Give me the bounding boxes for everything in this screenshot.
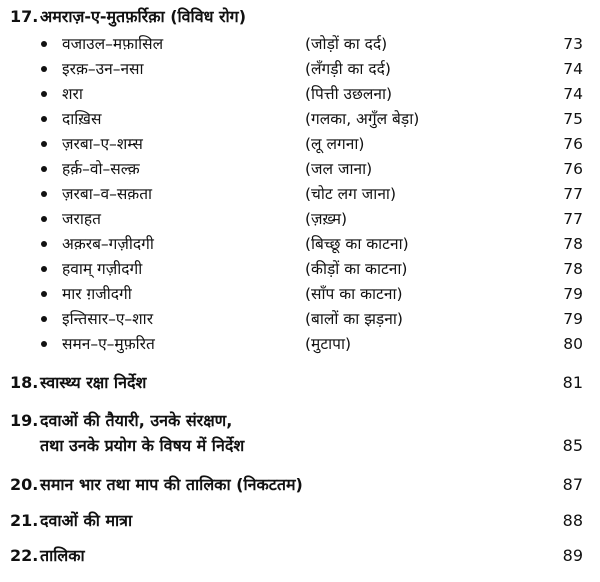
item-term: हर्क़–वो–सल्क़ xyxy=(62,160,140,178)
item-term: ज़रबा–व–सक़ता xyxy=(62,185,153,203)
item-page: 73 xyxy=(563,35,583,53)
item-meaning: (जोड़ों का दर्द) xyxy=(305,35,388,53)
bullet-icon xyxy=(41,166,47,172)
bullet-icon xyxy=(41,41,47,47)
item-meaning: (चोट लग जाना) xyxy=(305,185,396,203)
section-22-heading xyxy=(10,545,85,567)
toc-item xyxy=(0,82,600,106)
section-21-page: 88 xyxy=(562,511,583,530)
item-term: ज़रबा–ए–शम्स xyxy=(62,135,143,153)
item-page: 80 xyxy=(563,335,583,353)
item-term: जराहत xyxy=(62,210,101,228)
item-meaning: (गलका, अगुँल बेड़ा) xyxy=(305,110,420,128)
toc-item xyxy=(0,107,600,131)
item-page: 76 xyxy=(563,135,583,153)
bullet-icon xyxy=(41,141,47,147)
section-22-number: 22. xyxy=(10,546,39,565)
toc-item xyxy=(0,232,600,256)
toc-item xyxy=(0,207,600,231)
section-21-number: 21. xyxy=(10,511,39,530)
item-page: 79 xyxy=(563,310,583,328)
bullet-icon xyxy=(41,191,47,197)
item-page: 77 xyxy=(563,210,583,228)
toc-item xyxy=(0,57,600,81)
section-17-heading xyxy=(10,6,246,28)
section-19-number: 19. xyxy=(10,411,39,430)
item-meaning: (मुटापा) xyxy=(305,335,352,353)
item-meaning: (कीड़ों का काटना) xyxy=(305,260,408,278)
bullet-icon xyxy=(41,316,47,322)
item-page: 78 xyxy=(563,235,583,253)
item-term: मार ग़जीदगी xyxy=(62,285,132,303)
section-20-page: 87 xyxy=(562,475,583,494)
section-17-title: अमराज़-ए-मुतफ़र्रिक़ा (विविध रोग) xyxy=(40,7,247,26)
item-page: 74 xyxy=(563,85,583,103)
item-page: 76 xyxy=(563,160,583,178)
toc-item xyxy=(0,307,600,331)
section-20-title: समान भार तथा माप की तालिका (निकटतम) xyxy=(40,475,303,494)
section-18-title: स्वास्थ्य रक्षा निर्देश xyxy=(40,373,147,392)
item-term: हवाम् गज़ीदगी xyxy=(62,260,143,278)
section-17-number: 17. xyxy=(10,7,39,26)
toc-item xyxy=(0,282,600,306)
item-meaning: (साँप का काटना) xyxy=(305,285,403,303)
toc-item xyxy=(0,157,600,181)
item-meaning: (लू लगना) xyxy=(305,135,365,153)
section-18-page: 81 xyxy=(562,373,583,392)
section-18-heading xyxy=(10,372,146,394)
item-page: 78 xyxy=(563,260,583,278)
section-18-number: 18. xyxy=(10,373,39,392)
item-term: अक़रब–गज़ीदगी xyxy=(62,235,154,253)
item-meaning: (जल जाना) xyxy=(305,160,373,178)
item-term: इरक़–उन–नसा xyxy=(62,60,144,78)
item-term: शरा xyxy=(62,85,83,103)
item-page: 75 xyxy=(563,110,583,128)
toc-item xyxy=(0,32,600,56)
item-page: 77 xyxy=(563,185,583,203)
section-21-title: दवाओं की मात्रा xyxy=(40,511,133,530)
section-20-heading xyxy=(10,474,303,496)
bullet-icon xyxy=(41,66,47,72)
item-page: 79 xyxy=(563,285,583,303)
toc-item xyxy=(0,332,600,356)
bullet-icon xyxy=(41,341,47,347)
section-22-page: 89 xyxy=(562,546,583,565)
bullet-icon xyxy=(41,216,47,222)
bullet-icon xyxy=(41,266,47,272)
section-21-heading xyxy=(10,510,132,532)
item-meaning: (लँगड़ी का दर्द) xyxy=(305,60,391,78)
bullet-icon xyxy=(41,241,47,247)
toc-item xyxy=(0,132,600,156)
item-meaning: (बिच्छू का काटना) xyxy=(305,235,409,253)
section-19-title-line2: तथा उनके प्रयोग के विषय में निर्देश xyxy=(40,436,245,455)
section-19-title-line1: दवाओं की तैयारी, उनके संरक्षण, xyxy=(40,411,233,430)
toc-item xyxy=(0,257,600,281)
section-19-heading xyxy=(10,410,232,432)
item-term: वजाउल–मफ़ासिल xyxy=(62,35,164,53)
item-page: 74 xyxy=(563,60,583,78)
bullet-icon xyxy=(41,291,47,297)
section-19-page: 85 xyxy=(562,436,583,455)
bullet-icon xyxy=(41,116,47,122)
section-19-heading-continued xyxy=(40,435,244,457)
toc-item xyxy=(0,182,600,206)
bullet-icon xyxy=(41,91,47,97)
item-term: दाख़िस xyxy=(62,110,102,128)
item-meaning: (ज़ख़्म) xyxy=(305,210,348,228)
item-meaning: (पित्ती उछलना) xyxy=(305,85,393,103)
item-meaning: (बालों का झड़ना) xyxy=(305,310,403,328)
item-term: समन–ए–मुफ़रित xyxy=(62,335,155,353)
section-22-title: तालिका xyxy=(40,546,85,565)
item-term: इन्तिसार–ए–शार xyxy=(62,310,154,328)
section-20-number: 20. xyxy=(10,475,39,494)
